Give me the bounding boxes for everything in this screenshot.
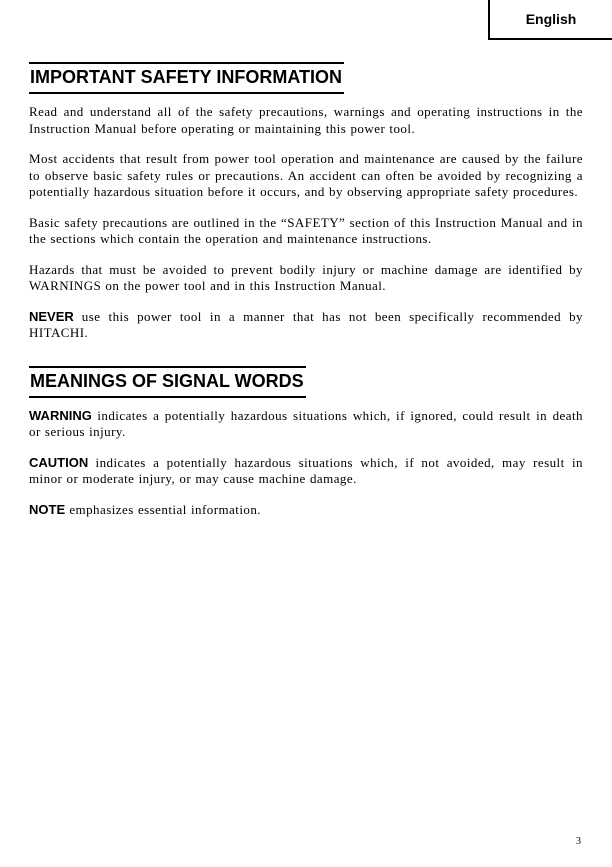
signal-word-warning [29,408,583,441]
note-text: emphasizes essential information. [65,501,261,517]
paragraph-accidents: Most accidents that result from power tool operation and maintenance are caused by the failure to observe basic safety rules or precautions. An accident can often be avoided by recognizing a potentially hazardous situation before it occurs, and by observing appropriate safety procedures. [29,151,583,199]
signal-word-caution [29,455,583,488]
caution-text: indicates a potentially hazardous situations which, if not avoided, may result in minor or moderate injury, or may cause machine damage. [29,454,583,486]
signal-words-section [29,366,583,519]
warning-text: indicates a potentially hazardous situations which, if ignored, could result in death or serious injury. [29,407,583,439]
signal-words-heading: MEANINGS OF SIGNAL WORDS [29,366,306,398]
page-content [29,62,583,532]
safety-information-section [29,62,583,342]
paragraph-basic-precautions: Basic safety precautions are outlined in the “SAFETY” section of this Instruction Manual and in the sections which contain the operation and maintenance instructions. [29,214,583,246]
never-keyword: NEVER [29,308,74,324]
safety-information-heading: IMPORTANT SAFETY INFORMATION [29,62,344,94]
warning-keyword: WARNING [29,407,92,423]
caution-keyword: CAUTION [29,454,89,470]
note-keyword: NOTE [29,501,66,517]
paragraph-never [29,309,583,342]
paragraph-hazards: Hazards that must be avoided to prevent bodily injury or machine damage are identified by WARNINGS on the power tool and in this Instruction Manual. [29,261,583,293]
paragraph-read-understand: Read and understand all of the safety precautions, warnings and operating instructions in the Instruction Manual before operating or maintaining this power tool. [29,104,583,136]
page-number: 3 [576,836,581,847]
signal-word-note [29,502,583,519]
never-text: use this power tool in a manner that has not been specifically recommended by HITACHI. [29,308,583,340]
language-label: English [525,11,577,27]
language-tab [488,0,612,40]
